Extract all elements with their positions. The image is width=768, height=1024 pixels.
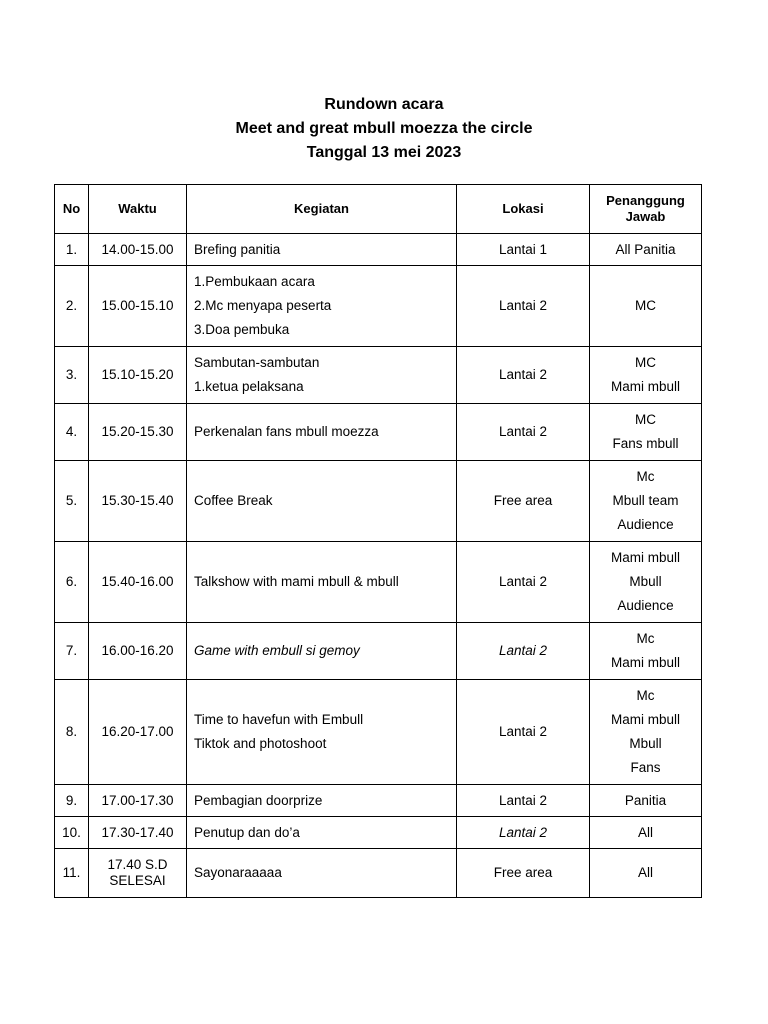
cell-penanggung-jawab-line: Audience <box>617 517 674 532</box>
document-title <box>0 93 768 165</box>
title-line-2: Meet and great mbull moezza the circle <box>235 120 533 137</box>
cell-kegiatan-line: Pembagian doorprize <box>194 792 323 808</box>
cell-no <box>55 849 89 898</box>
cell-penanggung-jawab <box>590 461 702 542</box>
cell-kegiatan-line: 1.ketua pelaksana <box>194 379 304 394</box>
cell-lokasi-line: Lantai 2 <box>498 792 548 808</box>
cell-penanggung-jawab-line: Mc <box>636 469 655 484</box>
cell-lokasi <box>457 785 590 817</box>
cell-kegiatan-line: Penutup dan do’a <box>194 824 300 840</box>
cell-penanggung-jawab <box>590 785 702 817</box>
cell-kegiatan-line: Sayonaraaaaa <box>194 865 282 880</box>
table-row <box>55 785 702 817</box>
cell-waktu <box>89 849 187 898</box>
cell-waktu-line: 15.10-15.20 <box>101 367 174 382</box>
cell-waktu-line: 15.00-15.10 <box>101 298 174 313</box>
cell-penanggung-jawab-line: Mbull <box>629 736 662 751</box>
cell-no <box>55 817 89 849</box>
cell-waktu <box>89 817 187 849</box>
cell-penanggung-jawab <box>590 266 702 347</box>
cell-kegiatan-line: Game with embull si gemoy <box>194 643 360 658</box>
cell-kegiatan <box>187 542 457 623</box>
cell-lokasi <box>457 817 590 849</box>
cell-waktu-line: 15.30-15.40 <box>101 493 174 508</box>
cell-no-line: 8. <box>65 724 78 739</box>
cell-kegiatan <box>187 849 457 898</box>
cell-waktu <box>89 266 187 347</box>
table-row <box>55 266 702 347</box>
cell-lokasi-line: Lantai 2 <box>498 643 548 658</box>
cell-waktu-line: 16.20-17.00 <box>101 724 174 739</box>
cell-penanggung-jawab-line: All <box>637 865 653 880</box>
cell-penanggung-jawab <box>590 542 702 623</box>
cell-kegiatan-line: Time to havefun with Embull <box>194 712 364 727</box>
cell-penanggung-jawab <box>590 680 702 785</box>
cell-waktu-line: 17.00-17.30 <box>101 792 174 808</box>
cell-no <box>55 680 89 785</box>
cell-kegiatan <box>187 817 457 849</box>
table-row <box>55 542 702 623</box>
cell-penanggung-jawab <box>590 817 702 849</box>
cell-no-line: 9. <box>65 792 78 808</box>
cell-waktu <box>89 785 187 817</box>
cell-penanggung-jawab-line: Fans <box>630 760 661 775</box>
header-no: No <box>55 185 89 234</box>
cell-waktu-line: 17.40 S.D <box>107 857 168 872</box>
cell-no <box>55 623 89 680</box>
cell-waktu-line: SELESAI <box>109 873 166 888</box>
cell-waktu <box>89 347 187 404</box>
cell-lokasi-line: Lantai 1 <box>498 241 548 257</box>
cell-no <box>55 461 89 542</box>
cell-penanggung-jawab-line: Mami mbull <box>610 379 680 394</box>
cell-lokasi <box>457 347 590 404</box>
cell-penanggung-jawab-line: All Panitia <box>615 241 676 257</box>
cell-kegiatan <box>187 461 457 542</box>
cell-penanggung-jawab-line: Mc <box>636 631 655 646</box>
cell-lokasi <box>457 266 590 347</box>
cell-kegiatan <box>187 234 457 266</box>
cell-kegiatan-line: 1.Pembukaan acara <box>194 274 315 289</box>
cell-no-line: 5. <box>65 493 78 508</box>
cell-no <box>55 234 89 266</box>
cell-penanggung-jawab <box>590 849 702 898</box>
cell-waktu-line: 17.30-17.40 <box>101 824 174 840</box>
table-row <box>55 404 702 461</box>
cell-waktu <box>89 461 187 542</box>
cell-penanggung-jawab-line: Audience <box>617 598 674 613</box>
cell-no <box>55 266 89 347</box>
cell-no-line: 1. <box>65 241 78 257</box>
cell-no-line: 7. <box>65 643 78 658</box>
table-row <box>55 849 702 898</box>
cell-kegiatan-line: Coffee Break <box>194 493 273 508</box>
table-row <box>55 623 702 680</box>
cell-no-line: 4. <box>65 424 78 439</box>
cell-lokasi-line: Lantai 2 <box>498 298 548 313</box>
cell-kegiatan-line: Tiktok and photoshoot <box>194 736 327 751</box>
table-row <box>55 461 702 542</box>
cell-lokasi-line: Lantai 2 <box>498 824 548 840</box>
header-waktu: Waktu <box>89 185 187 234</box>
cell-waktu <box>89 234 187 266</box>
cell-lokasi-line: Free area <box>493 493 553 508</box>
cell-penanggung-jawab-line: Mami mbull <box>610 655 680 670</box>
cell-penanggung-jawab <box>590 623 702 680</box>
cell-waktu <box>89 680 187 785</box>
cell-kegiatan-line: Brefing panitia <box>194 241 281 257</box>
cell-penanggung-jawab-line: MC <box>635 298 656 313</box>
cell-penanggung-jawab-line: All <box>637 824 653 840</box>
cell-penanggung-jawab <box>590 347 702 404</box>
cell-penanggung-jawab-line: MC <box>635 355 656 370</box>
cell-no-line: 2. <box>65 298 78 313</box>
cell-penanggung-jawab-line: Panitia <box>624 792 667 808</box>
cell-kegiatan <box>187 347 457 404</box>
cell-kegiatan <box>187 266 457 347</box>
cell-lokasi <box>457 849 590 898</box>
header-penanggung-jawab: Penanggung Jawab <box>590 185 702 234</box>
cell-waktu <box>89 623 187 680</box>
cell-lokasi <box>457 542 590 623</box>
cell-no-line: 6. <box>65 574 78 589</box>
cell-penanggung-jawab-line: MC <box>635 412 656 427</box>
cell-waktu-line: 16.00-16.20 <box>101 643 174 658</box>
cell-kegiatan-line: 2.Mc menyapa peserta <box>194 298 332 313</box>
table-row <box>55 347 702 404</box>
cell-penanggung-jawab-line: Mami mbull <box>610 712 680 727</box>
cell-kegiatan-line: 3.Doa pembuka <box>194 322 290 337</box>
cell-lokasi <box>457 680 590 785</box>
cell-waktu-line: 15.40-16.00 <box>101 574 174 589</box>
table-row <box>55 234 702 266</box>
cell-no <box>55 347 89 404</box>
cell-kegiatan <box>187 680 457 785</box>
header-lokasi: Lokasi <box>457 185 590 234</box>
cell-penanggung-jawab-line: Mc <box>636 688 655 703</box>
cell-waktu <box>89 404 187 461</box>
cell-no-line: 10. <box>62 824 81 840</box>
cell-kegiatan-line: Talkshow with mami mbull & mbull <box>194 574 399 589</box>
cell-no <box>55 785 89 817</box>
cell-penanggung-jawab-line: Mbull team <box>612 493 679 508</box>
cell-lokasi-line: Free area <box>493 865 553 880</box>
cell-lokasi-line: Lantai 2 <box>498 424 548 439</box>
cell-penanggung-jawab-line: Mbull <box>629 574 662 589</box>
cell-waktu <box>89 542 187 623</box>
cell-kegiatan <box>187 623 457 680</box>
cell-no <box>55 404 89 461</box>
cell-no-line: 3. <box>65 367 78 382</box>
cell-penanggung-jawab <box>590 404 702 461</box>
cell-kegiatan-line: Sambutan-sambutan <box>194 355 320 370</box>
table-header-row <box>55 185 702 234</box>
cell-lokasi <box>457 234 590 266</box>
cell-lokasi <box>457 461 590 542</box>
cell-no-line: 11. <box>62 865 81 880</box>
cell-lokasi-line: Lantai 2 <box>498 724 548 739</box>
cell-penanggung-jawab-line: Mami mbull <box>610 550 680 565</box>
cell-lokasi <box>457 623 590 680</box>
cell-kegiatan <box>187 404 457 461</box>
cell-kegiatan-line: Perkenalan fans mbull moezza <box>194 424 379 439</box>
rundown-table <box>54 184 702 898</box>
header-kegiatan: Kegiatan <box>187 185 457 234</box>
table-row <box>55 680 702 785</box>
cell-lokasi-line: Lantai 2 <box>498 574 548 589</box>
title-line-1: Rundown acara <box>324 96 444 113</box>
title-line-3: Tanggal 13 mei 2023 <box>306 144 462 161</box>
cell-kegiatan <box>187 785 457 817</box>
table-row <box>55 817 702 849</box>
cell-lokasi-line: Lantai 2 <box>498 367 548 382</box>
cell-no <box>55 542 89 623</box>
cell-waktu-line: 15.20-15.30 <box>101 424 174 439</box>
table-body <box>55 234 702 898</box>
cell-penanggung-jawab-line: Fans mbull <box>612 436 679 451</box>
cell-lokasi <box>457 404 590 461</box>
cell-waktu-line: 14.00-15.00 <box>101 241 174 257</box>
cell-penanggung-jawab <box>590 234 702 266</box>
